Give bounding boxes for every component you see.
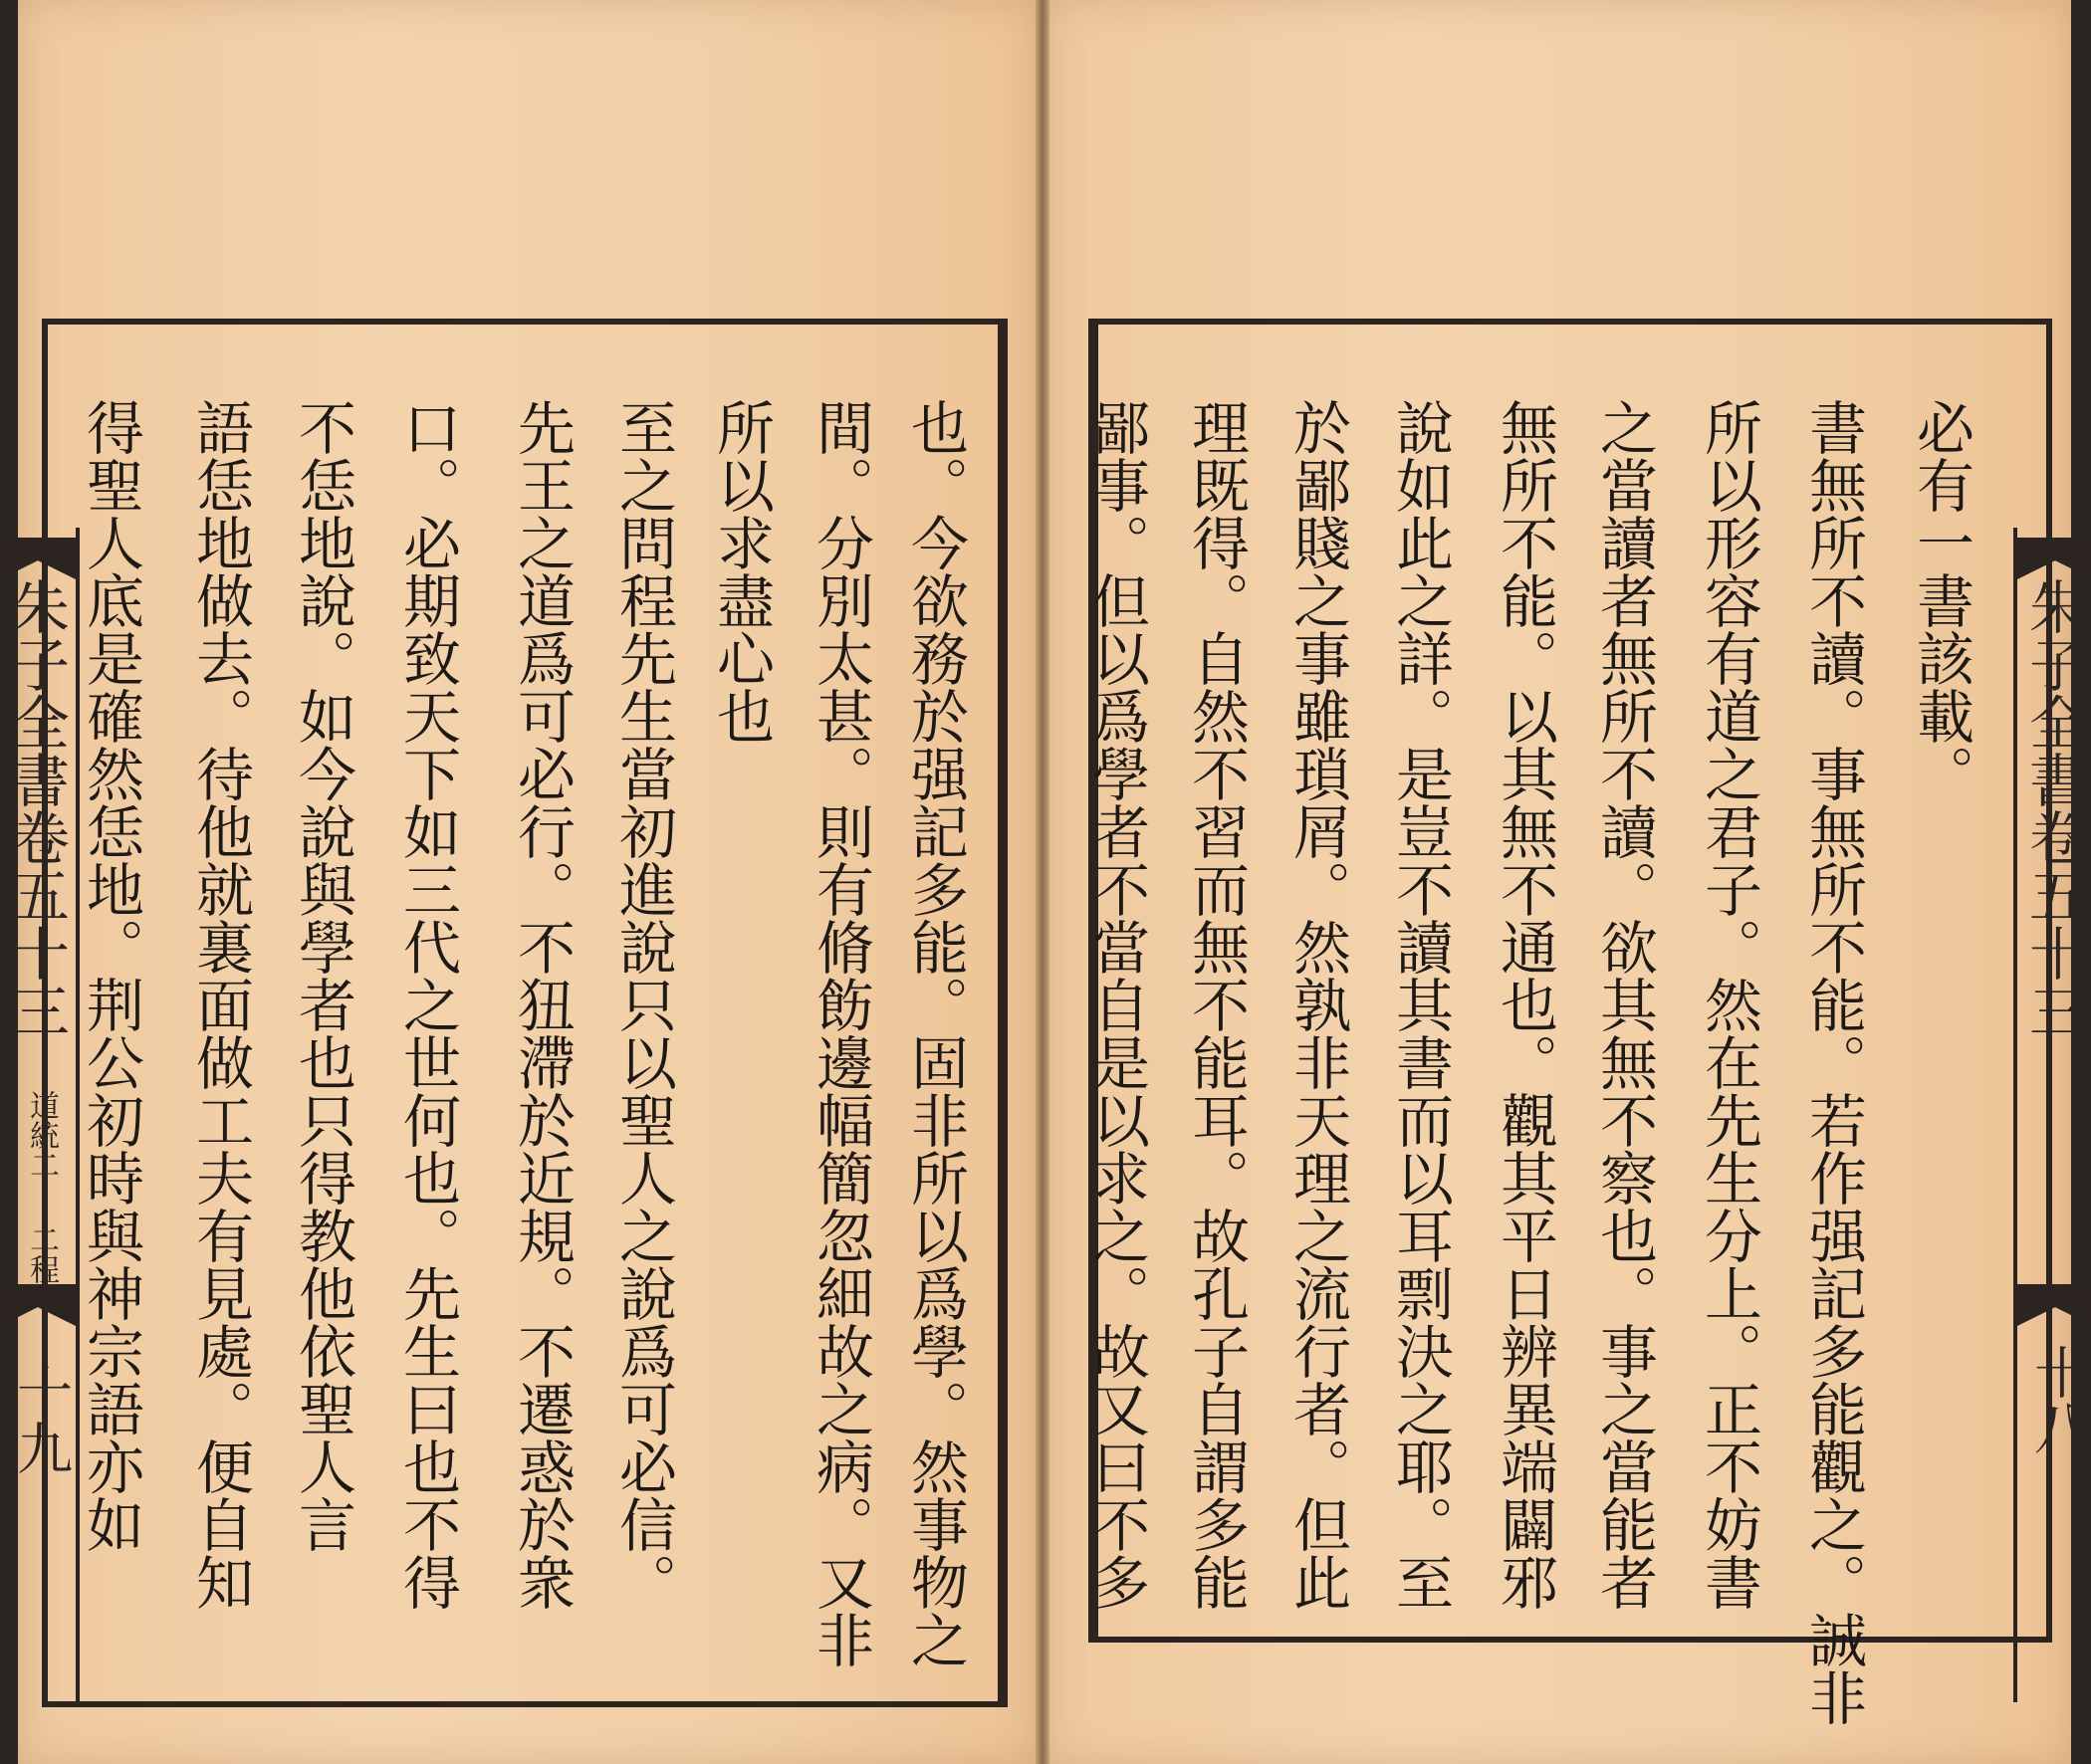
text-column: 得聖人底是確然恁地。荆公初時與神宗語亦如 — [77, 398, 144, 1553]
fishtail-mark — [2017, 1284, 2091, 1326]
text-column: 不恁地說。如今說與學者也只得教他依聖人言 — [289, 398, 356, 1553]
text-column: 鄙事。但以爲學者不當自是以求之。故又曰不多 — [1082, 398, 1150, 1611]
fishtail-mark — [2017, 538, 2091, 579]
fishtail-mark — [0, 538, 76, 579]
subsection-label: 二程 — [24, 1224, 59, 1284]
text-column: 語恁地做去。待他就裏面做工夫有見處。便自知 — [186, 398, 254, 1611]
text-column: 說如此之詳。是豈不讀其書而以耳剽決之耶。至 — [1386, 398, 1454, 1611]
text-column: 必有一書該載。 — [1907, 398, 1975, 802]
left-margin-column — [0, 528, 80, 1702]
binding-gutter — [1036, 0, 1049, 1764]
text-column: 所以形容有道之君子。然在先生分上。正不妨書 — [1695, 398, 1762, 1611]
right-margin-column — [2013, 528, 2091, 1702]
book-title: 朱子全書卷五十三 — [2, 577, 70, 1039]
text-column: 於鄙賤之事雖瑣屑。然孰非天理之流行者。但此 — [1283, 398, 1351, 1611]
text-column: 也。今欲務於强記多能。固非所以爲學。然事物之 — [901, 398, 969, 1668]
fishtail-mark — [0, 1284, 76, 1326]
text-column: 理既得。自然不習而無不能耳。故孔子自謂多能 — [1182, 398, 1250, 1611]
folio-number: 十九 — [8, 1364, 73, 1475]
text-column: 間。分別太甚。則有脩飭邊幅簡忽細故之病。又非 — [807, 398, 874, 1668]
frame-rule — [998, 325, 1002, 1701]
text-column: 之當讀者無所不讀。欲其無不察也。事之當能者 — [1590, 398, 1658, 1611]
text-column: 書無所不讀。事無所不能。若作强記多能觀之。誠非 — [1799, 398, 1867, 1726]
text-column: 先王之道爲可必行。不狃滯於近規。不遷惑於衆 — [508, 398, 576, 1611]
text-column: 至之問程先生當初進說只以聖人之說爲可必信。 — [609, 398, 677, 1611]
folio-number: 十八 — [2025, 1344, 2090, 1455]
text-column: 所以求盡心也 — [707, 398, 775, 745]
text-column: 口。必期致天下如三代之世何也。先生曰也不得 — [393, 398, 461, 1611]
book-title: 朱子全書卷五十三 — [2019, 577, 2087, 1039]
section-label: 道統二 — [24, 1090, 59, 1180]
text-column: 無所不能。以其無不通也。觀其平日辨異端闢邪 — [1491, 398, 1558, 1611]
